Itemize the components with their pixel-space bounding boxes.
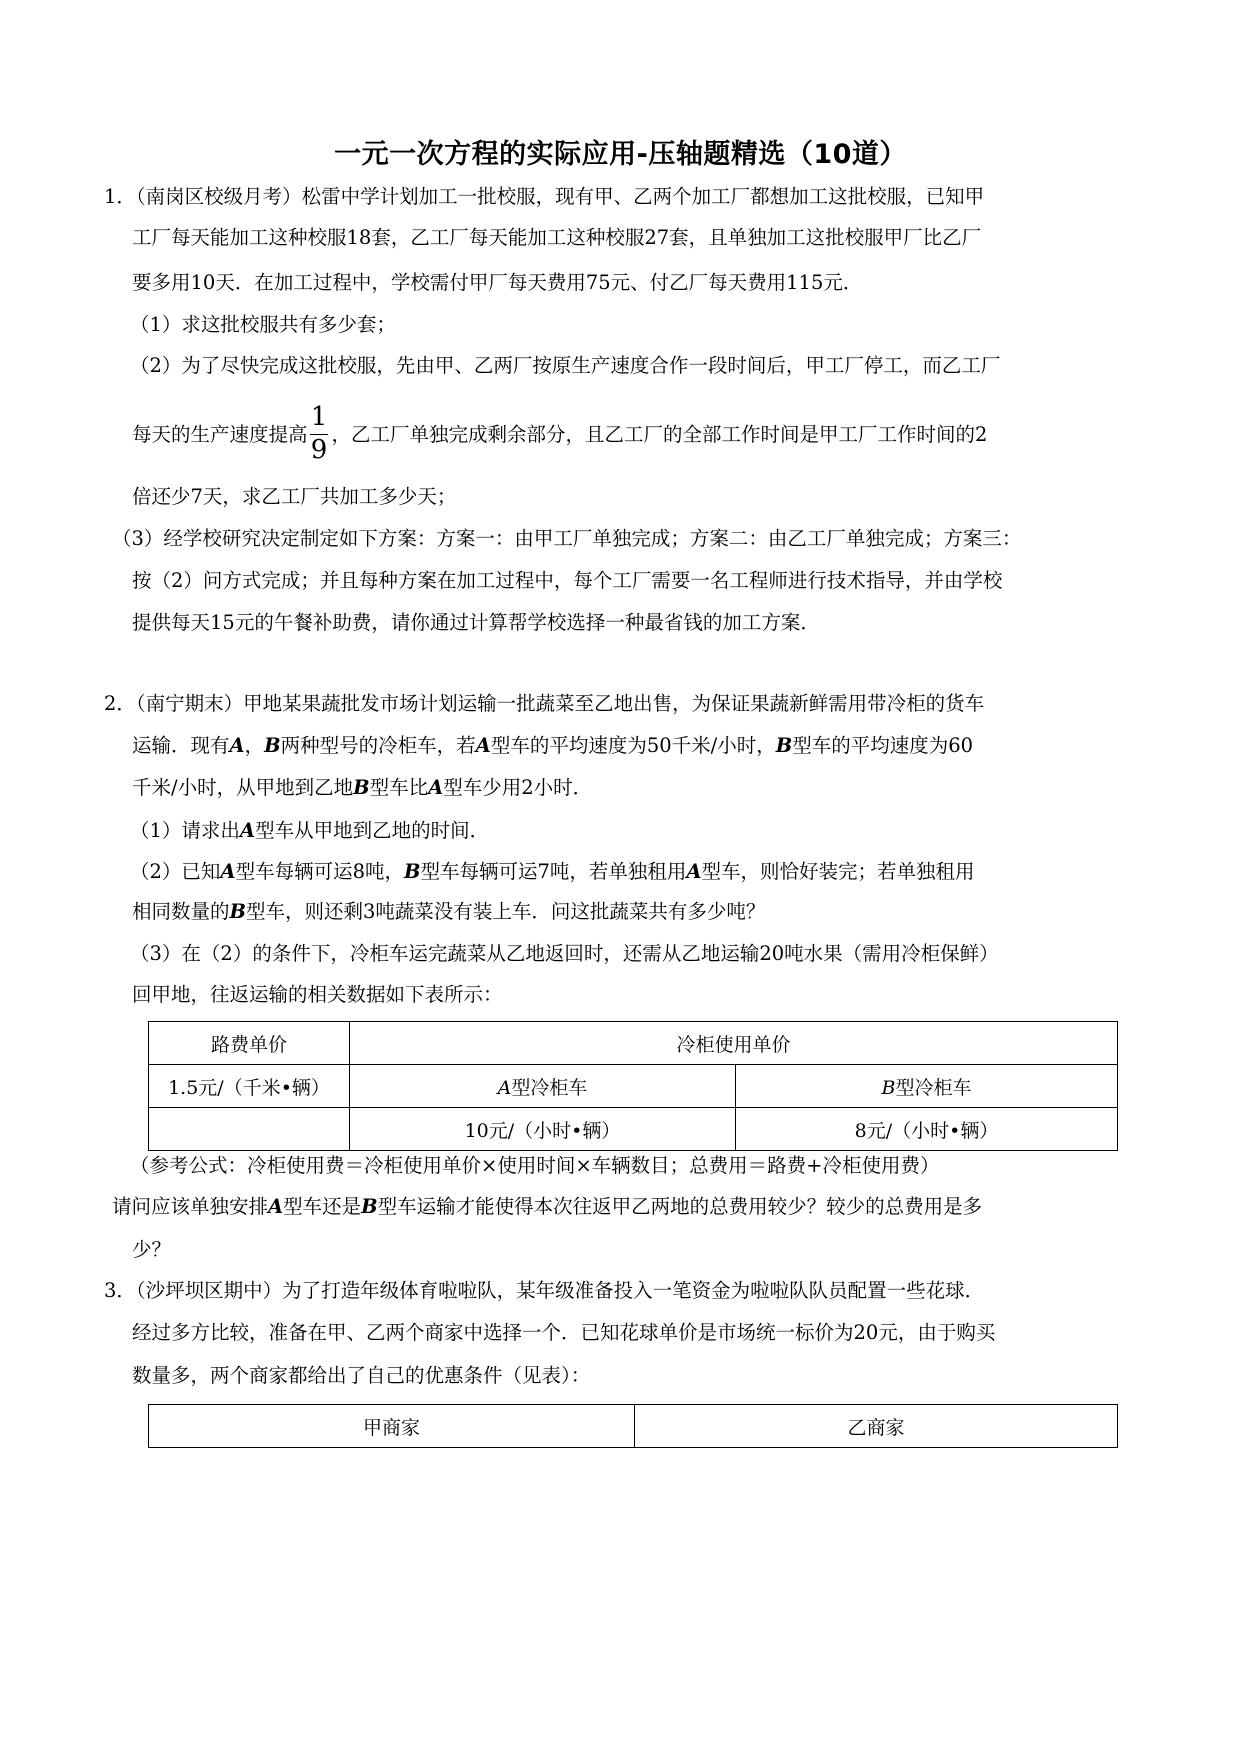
q3-line-1: 3．（沙坪坝区期中）为了打造年级体育啦啦队，某年级准备投入一笔资金为啦啦队队员配置一些花球． (104, 1279, 985, 1302)
q3-line-2: 经过多方比较，准备在甲、乙两个商家中选择一个．已知花球单价是市场统一标价为20元，由于购买 (132, 1321, 996, 1344)
q1-sub-3-line-3: 提供每天15元的午餐补助费，请你通过计算帮学校选择一种最省钱的加工方案． (132, 611, 820, 634)
merchant-table (148, 1404, 1118, 1448)
q2-question-line-1: 请问应该单独安排A型车还是B型车运输才能使得本次往返甲乙两地的总费用较少？较少的总费用是多 (112, 1195, 983, 1218)
table-header-merchant-yi: 乙商家 (635, 1405, 1118, 1448)
q1-sub-2-line-3: 倍还少7天，求乙工厂共加工多少天； (132, 485, 457, 508)
page-title: 一元一次方程的实际应用-压轴题精选（10道） (334, 139, 907, 170)
table-cell-empty (149, 1108, 350, 1151)
table-header-cooler-fee: 冷柜使用单价 (350, 1022, 1118, 1065)
table-cell-type-a: A型冷柜车 (350, 1065, 736, 1108)
q3-number: 3． (104, 1279, 136, 1302)
q1-line-1: 1．（南岗区校级月考）松雷中学计划加工一批校服，现有甲、乙两个加工厂都想加工这批校服，已知甲 (104, 185, 985, 208)
q1-sub-2-line-1: （2）为了尽快完成这批校服，先由甲、乙两厂按原生产速度合作一段时间后，甲工厂停工，而乙工厂 (130, 354, 1001, 377)
q1-number: 1． (104, 185, 136, 208)
table-cell-type-a-price: 10元/（小时•辆） (350, 1108, 736, 1151)
q2-sub-3-line-2: 回甲地，往返运输的相关数据如下表所示： (132, 983, 503, 1006)
table-cell-road-fee-value: 1.5元/（千米•辆） (149, 1065, 350, 1108)
table-cell-type-b: B型冷柜车 (736, 1065, 1118, 1108)
q1-sub-3-line-1: （3）经学校研究决定制定如下方案：方案一：由甲工厂单独完成；方案二：由乙工厂单独完成；方案三： (112, 527, 1022, 550)
table-cell-type-b-price: 8元/（小时•辆） (736, 1108, 1118, 1151)
q1-sub-2-line-2: 每天的生产速度提高 ，乙工厂单独完成剩余部分，且乙工厂的全部工作时间是甲工厂工作时间的2 (132, 423, 988, 446)
q1-line-3: 要多用10天．在加工过程中，学校需付甲厂每天费用75元、付乙厂每天费用115元． (132, 271, 863, 294)
q2-line-3: 千米/小时，从甲地到乙地B型车比A型车少用2小时． (132, 776, 593, 799)
q2-sub-3-line-1: （3）在（2）的条件下，冷柜车运完蔬菜从乙地返回时，还需从乙地运输20吨水果（需用冷柜保鲜） (130, 942, 999, 965)
cost-table (148, 1021, 1118, 1151)
q1-sub-3-line-2: 按（2）问方式完成；并且每种方案在加工过程中，每个工厂需要一名工程师进行技术指导，并由学校 (132, 569, 1003, 592)
fraction-denominator: 9 (310, 435, 328, 465)
q3-line-3: 数量多，两个商家都给出了自己的优惠条件（见表）： (132, 1364, 591, 1387)
table-header-road-fee: 路费单价 (149, 1022, 350, 1065)
q1-line-2: 工厂每天能加工这种校服18套，乙工厂每天能加工这种校服27套，且单独加工这批校服甲厂比乙厂 (132, 226, 982, 249)
q2-sub-2-line-2: 相同数量的B型车，则还剩3吨蔬菜没有装上车．问这批蔬菜共有多少吨？ (132, 900, 766, 923)
table-header-merchant-jia: 甲商家 (149, 1405, 635, 1448)
fraction-numerator: 1 (310, 402, 328, 432)
q2-sub-1: （1）请求出A型车从甲地到乙地的时间． (130, 819, 490, 842)
q2-number: 2． (104, 692, 136, 715)
q1-sub-1: （1）求这批校服共有多少套； (130, 313, 396, 336)
q2-line-2: 运输．现有A，B两种型号的冷柜车，若A型车的平均速度为50千米/小时，B型车的平均速度为60 (132, 734, 974, 757)
q2-question-line-2: 少？ (132, 1238, 172, 1261)
q2-line-1: 2．（南宁期末）甲地某果蔬批发市场计划运输一批蔬菜至乙地出售，为保证果蔬新鲜需用带冷柜的货车 (104, 692, 985, 715)
q2-sub-2-line-1: （2）已知A型车每辆可运8吨，B型车每辆可运7吨，若单独租用A型车，则恰好装完；若单独租用 (130, 860, 975, 883)
q2-formula: （参考公式：冷柜使用费＝冷柜使用单价×使用时间×车辆数目；总费用＝路费+冷柜使用费） (130, 1154, 940, 1177)
